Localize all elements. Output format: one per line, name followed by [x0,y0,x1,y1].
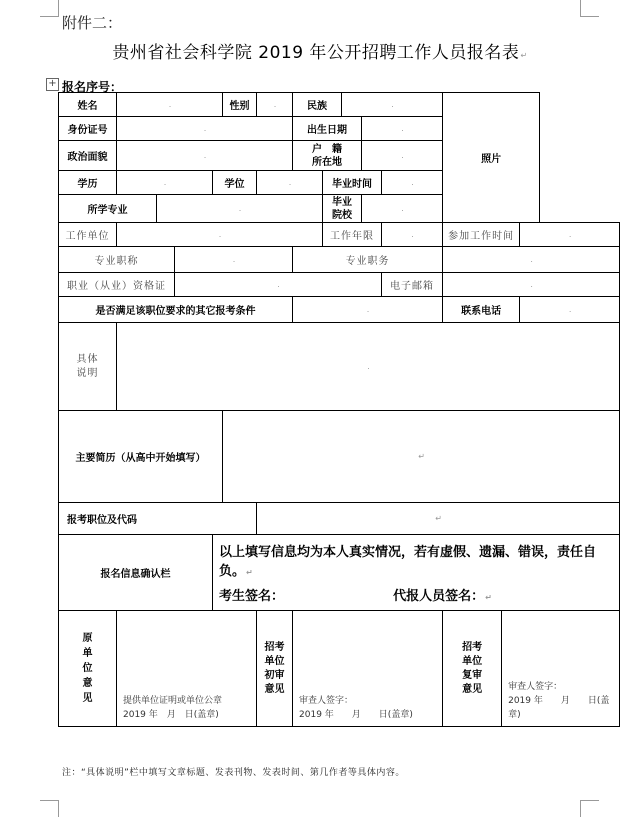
qualification-label: 职业（从业）资格证 [59,273,175,297]
table-move-handle-icon[interactable]: + [46,78,59,91]
phone-field[interactable]: . [520,297,620,323]
photo-box[interactable]: 照片 [443,93,540,223]
crop-mark-bottom-right [580,800,599,817]
re-reviewer-sign: 审查人签字： [508,682,563,692]
registration-form-table [58,92,620,727]
page-title: 贵州省社会科学院 2019 年公开招聘工作人员报名表↵ [112,43,528,63]
education-label: 学历 [59,171,117,195]
birth-date-label: 出生日期 [293,117,362,141]
initial-review-field[interactable] [293,611,443,727]
work-years-label: 工作年限 [323,223,382,247]
qualification-field[interactable]: . [175,273,382,297]
annex-label: 附件二： [62,14,123,32]
work-unit-field[interactable]: . [117,223,323,247]
crop-mark-top-left [40,0,59,17]
title-rank-label: 专业职称 [59,247,175,273]
orig-unit-note: 提供单位证明或单位公章 [123,696,223,706]
grad-time-field[interactable]: . [382,171,443,195]
email-field[interactable]: . [443,273,620,297]
detail-field[interactable]: . [117,323,620,411]
hukou-label: 户 籍 所在地 [293,141,362,171]
crop-mark-bottom-left [40,800,59,817]
school-field[interactable]: . [362,195,443,223]
re-review-field[interactable] [502,611,620,727]
gender-label: 性别 [223,93,257,117]
major-field[interactable]: . [157,195,323,223]
other-conditions-label: 是否满足该职位要求的其它报考条件 [59,297,293,323]
gender-field[interactable]: . [257,93,293,117]
school-label: 毕业 院校 [323,195,362,223]
political-field[interactable]: . [117,141,293,171]
major-label: 所学专业 [59,195,157,223]
id-number-label: 身份证号 [59,117,117,141]
signature-line: 考生签名： 代报人员签名：↵ [219,589,492,604]
education-field[interactable]: . [117,171,213,195]
work-years-field[interactable]: . [382,223,443,247]
phone-label: 联系电话 [443,297,520,323]
re-review-label: 招考 单位 复审 意见 [443,611,502,727]
confirm-label: 报名信息确认栏 [59,535,213,611]
work-unit-label: 工作单位 [59,223,117,247]
confirm-statement: 以上填写信息均为本人真实情况，若有虚假、遗漏、错误，责任自负。↵ [219,545,597,579]
initial-reviewer-sign: 审查人签字： [299,696,354,706]
candidate-sign-label: 考生签名： [219,589,285,604]
orig-unit-label: 原 单 位 意 见 [59,611,117,727]
work-start-field[interactable]: . [520,223,620,247]
ethnicity-field[interactable]: . [342,93,443,117]
resume-field[interactable]: ↵ [223,411,620,503]
name-label: 姓名 [59,93,117,117]
orig-unit-date: 2019 年 月 日(盖章) [123,710,219,720]
ethnicity-label: 民族 [293,93,342,117]
tech-post-label: 专业职务 [293,247,443,273]
re-review-date: 2019 年 月 日(盖章) [508,696,610,720]
degree-label: 学位 [213,171,257,195]
footnote: 注：“具体说明”栏中填写文章标题、发表刊物、发表时间、第几作者等具体内容。 [62,768,405,778]
email-label: 电子邮箱 [382,273,443,297]
tech-post-field[interactable]: . [443,247,620,273]
detail-label: 具体 说明 [59,323,117,411]
crop-mark-top-right [580,0,599,17]
grad-time-label: 毕业时间 [323,171,382,195]
birth-date-field[interactable]: . [362,117,443,141]
work-start-label: 参加工作时间 [443,223,520,247]
confirm-area[interactable] [213,535,620,611]
other-conditions-field[interactable]: . [293,297,443,323]
serial-number-label: 报名序号： [62,80,123,94]
initial-review-label: 招考 单位 初审 意见 [257,611,293,727]
title-rank-field[interactable]: . [175,247,293,273]
hukou-field[interactable]: . [362,141,443,171]
agent-sign-label: 代报人员签名： [393,589,485,604]
orig-unit-opinion-field[interactable] [117,611,257,727]
name-field[interactable]: . [117,93,223,117]
position-label: 报考职位及代码 [59,503,257,535]
political-label: 政治面貌 [59,141,117,171]
position-field[interactable]: ↵ [257,503,620,535]
id-number-field[interactable]: . [117,117,293,141]
degree-field[interactable]: . [257,171,323,195]
initial-review-date: 2019 年 月 日(盖章) [299,710,413,720]
resume-label: 主要简历（从高中开始填写） [59,411,223,503]
